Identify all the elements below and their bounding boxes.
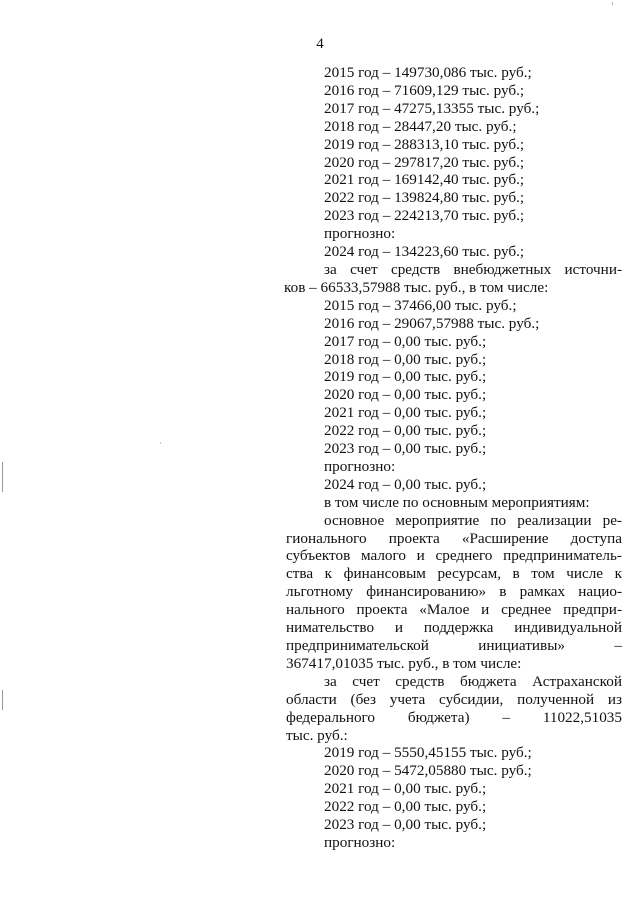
text-line: 2023 год – 0,00 тыс. руб.; [324,816,487,834]
text-line: 2015 год – 149730,086 тыс. руб.; [324,64,532,81]
text-line: ков – 66533,57988 тыс. руб., в том числе: [284,278,549,296]
text-line: 2020 год – 5472,05880 тыс. руб.; [324,762,532,780]
text-line: основное мероприятие по реализации ре- [324,511,622,529]
scan-artifact [612,2,613,5]
text-line: области (без учета субсидии, полученной из [286,690,622,708]
text-line: 2018 год – 28447,20 тыс. руб.; [324,117,517,135]
text-line: 2017 год – 0,00 тыс. руб.; [324,332,487,350]
text-line: за счет средств бюджета Астраханской [324,672,622,690]
text-line: 2023 год – 224213,70 тыс. руб.; [324,207,525,225]
scan-artifact [160,442,161,444]
text-line: 2019 год – 288313,10 тыс. руб.; [324,135,525,153]
text-line: 2017 год – 47275,13355 тыс. руб.; [324,99,540,117]
text-line: прогнозно: [324,833,396,851]
text-line: ства к финансовым ресурсам, в том числе к [286,565,622,583]
page-number: 4 [316,36,324,52]
text-line: прогнозно: [324,457,396,475]
text-line: 2022 год – 0,00 тыс. руб.; [324,798,487,816]
text-line: 367417,01035 тыс. руб., в том числе: [286,654,522,672]
text-line: 2022 год – 139824,80 тыс. руб.; [324,189,525,207]
text-line: 2019 год – 0,00 тыс. руб.; [324,368,487,386]
text-line: предпринимательской инициативы» – [286,637,622,654]
scan-artifact [2,690,3,710]
text-line: 2016 год – 71609,129 тыс. руб.; [324,81,525,99]
text-line: 2021 год – 0,00 тыс. руб.; [324,404,487,422]
text-line: нимательство и поддержка индивидуальной [286,619,622,637]
text-line: 2022 год – 0,00 тыс. руб.; [324,422,487,440]
text-line: гионального проекта «Расширение доступа [286,529,622,547]
scan-artifact [2,462,3,492]
text-line: 2018 год – 0,00 тыс. руб.; [324,350,487,368]
text-line: льготному финансированию» в рамках нацио- [286,583,622,601]
text-line: 2020 год – 0,00 тыс. руб.; [324,386,487,404]
text-line: прогнозно: [324,225,396,243]
text-line: тыс. руб.: [286,726,348,744]
text-line: 2015 год – 37466,00 тыс. руб.; [324,296,517,314]
text-line: 2016 год – 29067,57988 тыс. руб.; [324,314,540,332]
document-body [286,64,622,852]
text-line: 2020 год – 297817,20 тыс. руб.; [324,153,525,171]
text-line: субъектов малого и среднего предприниматель- [286,547,622,565]
text-line: нального проекта «Малое и среднее предпри- [286,601,622,619]
text-line: 2021 год – 0,00 тыс. руб.; [324,780,487,798]
text-line: 2024 год – 134223,60 тыс. руб.; [324,243,525,261]
text-line: 2019 год – 5550,45155 тыс. руб.; [324,744,532,762]
text-line: за счет средств внебюджетных источни- [324,260,622,278]
text-line: 2024 год – 0,00 тыс. руб.; [324,475,487,493]
text-line: в том числе по основным мероприятиям: [324,493,590,511]
text-line: 2021 год – 169142,40 тыс. руб.; [324,171,525,189]
text-line: федерального бюджета) – 11022,51035 [286,708,622,726]
text-line: 2023 год – 0,00 тыс. руб.; [324,440,487,458]
